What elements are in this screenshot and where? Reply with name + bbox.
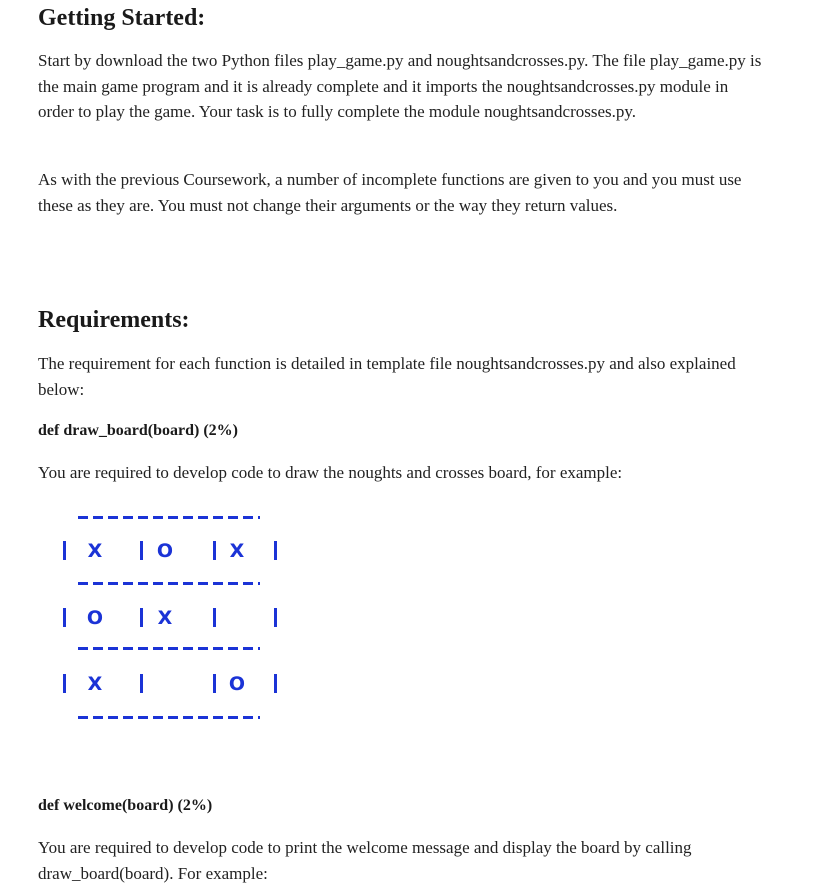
draw-board-heading: def draw_board(board) (2%) — [38, 422, 238, 439]
board-separator — [78, 716, 260, 719]
board-cell: X — [87, 540, 103, 562]
getting-started-paragraph-2: As with the previous Coursework, a number of incomplete functions are given to you and you must use these as they are. You must not change their arguments or the way they return values. — [38, 170, 742, 215]
board-separator — [78, 582, 260, 585]
welcome-heading: def welcome(board) (2%) — [38, 797, 213, 814]
board-cell-divider — [63, 541, 66, 560]
board-cell-divider — [63, 674, 66, 693]
board-cell-divider — [274, 541, 277, 560]
board-row — [38, 606, 278, 630]
board-example — [38, 0, 338, 885]
requirements-title: Requirements: — [38, 307, 190, 333]
getting-started-paragraph-1: Start by download the two Python files play_game.py and noughtsandcrosses.py. The file play_game.py is the main game program and it is already complete and it imports the noughtsandcrosses.py module in order to play the game. Your task is to fully complete the module noughtsandcrosses.py. — [38, 51, 762, 121]
getting-started-title: Getting Started: — [38, 5, 206, 31]
board-cell: X — [87, 673, 103, 695]
board-row — [38, 672, 278, 696]
board-cell: O — [86, 607, 104, 629]
requirements-intro: The requirement for each function is detailed in template file noughtsandcrosses.py and also explained below: — [38, 354, 736, 399]
board-cell: O — [228, 673, 246, 695]
board-separator — [78, 647, 260, 650]
board-separator — [78, 516, 260, 519]
board-cell-divider — [140, 608, 143, 627]
board-cell-divider — [274, 608, 277, 627]
board-row — [38, 539, 278, 563]
board-cell-divider — [63, 608, 66, 627]
draw-board-description: You are required to develop code to draw the noughts and crosses board, for example: — [38, 463, 623, 482]
board-cell: X — [229, 540, 245, 562]
board-cell-divider — [274, 674, 277, 693]
welcome-description: You are required to develop code to print the welcome message and display the board by calling draw_board(board). For example: — [38, 838, 692, 883]
board-cell-divider — [140, 674, 143, 693]
board-cell-divider — [213, 541, 216, 560]
board-cell-divider — [213, 674, 216, 693]
board-cell: O — [156, 540, 174, 562]
board-cell: X — [157, 607, 173, 629]
board-cell-divider — [213, 608, 216, 627]
board-cell-divider — [140, 541, 143, 560]
